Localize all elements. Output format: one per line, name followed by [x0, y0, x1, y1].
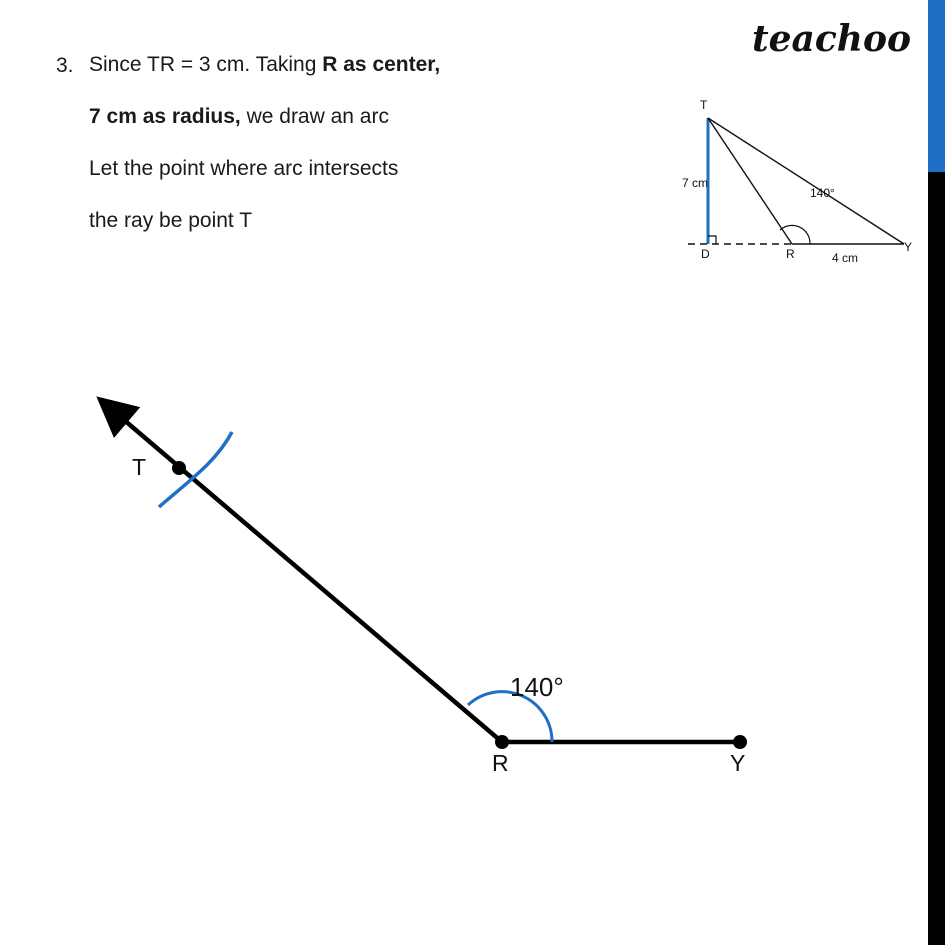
- mini-label-Y: Y: [904, 240, 913, 254]
- main-label-T: T: [132, 454, 147, 480]
- mini-label-angle: 140°: [810, 186, 835, 200]
- step-line-1: [89, 54, 649, 75]
- step-line-1-plain-before: Since TR = 3 cm. Taking: [89, 53, 323, 76]
- point-Y: [733, 735, 747, 749]
- mini-label-base: 4 cm: [832, 251, 859, 265]
- main-construction-figure: [40, 350, 860, 830]
- step-line-3: [89, 158, 649, 179]
- point-R: [495, 735, 509, 749]
- step-line-3-plain-before: Let the point where arc intersects: [89, 157, 399, 180]
- mini-label-height: 7 cm: [682, 176, 709, 190]
- teachoo-logo: teachoo: [752, 18, 911, 60]
- step-line-2-bold: 7 cm as radius,: [89, 105, 241, 128]
- step-line-4: [89, 210, 649, 231]
- ray-RT: [110, 408, 502, 742]
- step-number: 3.: [56, 54, 74, 77]
- construction-arc: [159, 432, 232, 507]
- step-line-1-bold: R as center,: [322, 53, 441, 76]
- step-line-4-plain-before: the ray be point T: [89, 209, 253, 232]
- step-lines: [89, 54, 649, 262]
- step-line-2: [89, 106, 649, 127]
- mini-line-TR: [708, 118, 792, 244]
- mini-angle-arc: [780, 225, 810, 244]
- point-T: [172, 461, 186, 475]
- reference-triangle-figure: [672, 96, 932, 286]
- mini-label-D: D: [701, 247, 710, 261]
- reference-triangle-svg: [672, 96, 932, 286]
- mini-label-R: R: [786, 247, 795, 261]
- main-label-R: R: [492, 750, 509, 776]
- mini-label-T: T: [700, 98, 708, 112]
- right-edge-black-strip: [928, 172, 945, 945]
- step-line-2-plain-after: we draw an arc: [240, 105, 389, 128]
- main-label-Y: Y: [730, 750, 746, 776]
- main-label-angle: 140°: [510, 672, 564, 702]
- mini-line-TY: [708, 118, 904, 244]
